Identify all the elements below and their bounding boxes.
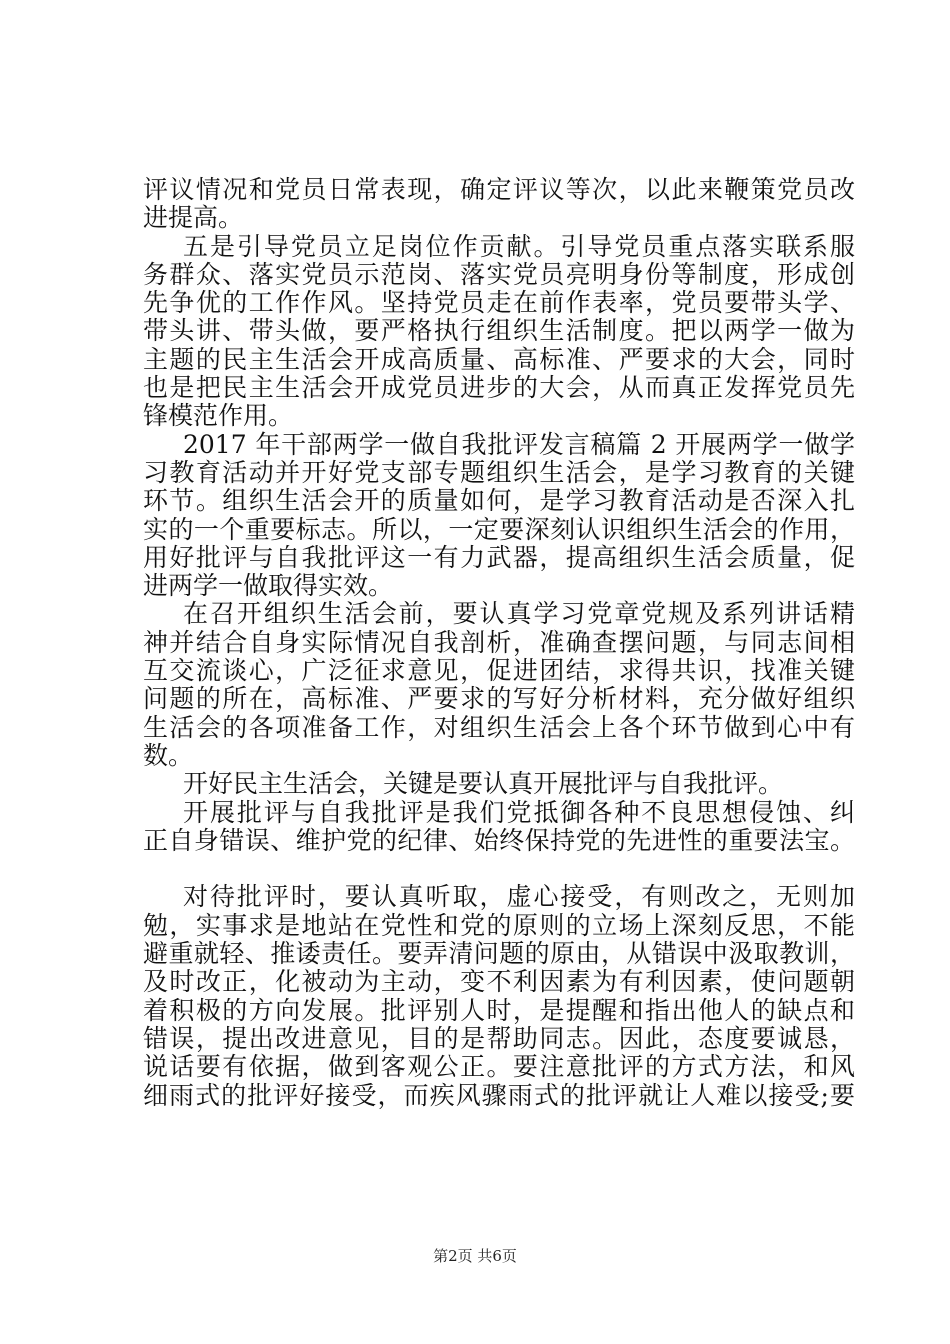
paragraph	[143, 176, 855, 233]
text-line: 着积极的方向发展。批评别人时，是提醒和指出他人的缺点和	[143, 995, 855, 1025]
text-line: 锋模范作用。	[143, 401, 294, 431]
text-line: 神并结合自身实际情况自我剖析，准确查摆问题，与同志间相	[143, 627, 855, 657]
text-line: 评议情况和党员日常表现，确定评议等次，以此来鞭策党员改	[143, 175, 855, 204]
text-line: 也是把民主生活会开成党员进步的大会，从而真正发挥党员先	[143, 373, 855, 403]
text-line: 避重就轻、推诿责任。要弄清问题的原由，从错误中汲取教训，	[143, 939, 855, 969]
paragraph-gap	[143, 855, 855, 883]
text-line: 勉，实事求是地站在党性和党的原则的立场上深刻反思，不能	[143, 910, 855, 940]
document-body	[143, 176, 855, 1110]
text-line: 数。	[143, 740, 194, 770]
paragraph	[143, 600, 855, 770]
text-line: 正自身错误、维护党的纪律、始终保持党的先进性的重要法宝。	[143, 825, 855, 855]
paragraph	[143, 233, 855, 431]
text-line: 带头讲、带头做，要严格执行组织生活制度。把以两学一做为	[143, 316, 855, 346]
paragraph	[143, 799, 855, 856]
page-number-footer: 第2页 共6页	[433, 1247, 517, 1265]
text-line: 习教育活动并开好党支部专题组织生活会，是学习教育的关键	[143, 457, 855, 487]
text-line: 进提高。	[143, 203, 244, 233]
text-line: 开好民主生活会，关键是要认真开展批评与自我批评。	[183, 769, 784, 799]
text-line: 务群众、落实党员示范岗、落实党员亮明身份等制度，形成创	[143, 259, 855, 289]
text-line: 2017 年干部两学一做自我批评发言稿篇 2 开展两学一做学	[183, 429, 855, 459]
text-line: 细雨式的批评好接受，而疾风骤雨式的批评就让人难以接受;要	[143, 1080, 855, 1110]
text-line: 用好批评与自我批评这一有力武器，提高组织生活会质量，促	[143, 542, 855, 572]
text-line: 先争优的工作作风。坚持党员走在前作表率，党员要带头学、	[143, 288, 855, 318]
text-line: 错误，提出改进意见，目的是帮助同志。因此，态度要诚恳，	[143, 1023, 855, 1053]
text-line: 环节。组织生活会开的质量如何，是学习教育活动是否深入扎	[143, 486, 855, 516]
text-line: 互交流谈心，广泛征求意见，促进团结，求得共识，找准关键	[143, 656, 855, 686]
text-line: 说话要有依据，做到客观公正。要注意批评的方式方法，和风	[143, 1052, 855, 1082]
text-line: 及时改正，化被动为主动，变不利因素为有利因素，使问题朝	[143, 967, 855, 997]
paragraph	[143, 883, 855, 1109]
text-line: 五是引导党员立足岗位作贡献。引导党员重点落实联系服	[183, 231, 855, 261]
text-line: 在召开组织生活会前，要认真学习党章党规及系列讲话精	[183, 599, 855, 629]
text-line: 主题的民主生活会开成高质量、高标准、严要求的大会，同时	[143, 344, 855, 374]
text-line: 生活会的各项准备工作，对组织生活会上各个环节做到心中有	[143, 712, 855, 742]
text-line: 对待批评时，要认真听取，虚心接受，有则改之，无则加	[183, 882, 855, 912]
text-line: 实的一个重要标志。所以，一定要深刻认识组织生活会的作用，	[143, 514, 855, 544]
text-line: 开展批评与自我批评是我们党抵御各种不良思想侵蚀、纠	[183, 797, 855, 827]
paragraph	[143, 431, 855, 601]
text-line: 进两学一做取得实效。	[143, 571, 394, 601]
paragraph	[143, 770, 855, 798]
text-line: 问题的所在，高标准、严要求的写好分析材料，充分做好组织	[143, 684, 855, 714]
